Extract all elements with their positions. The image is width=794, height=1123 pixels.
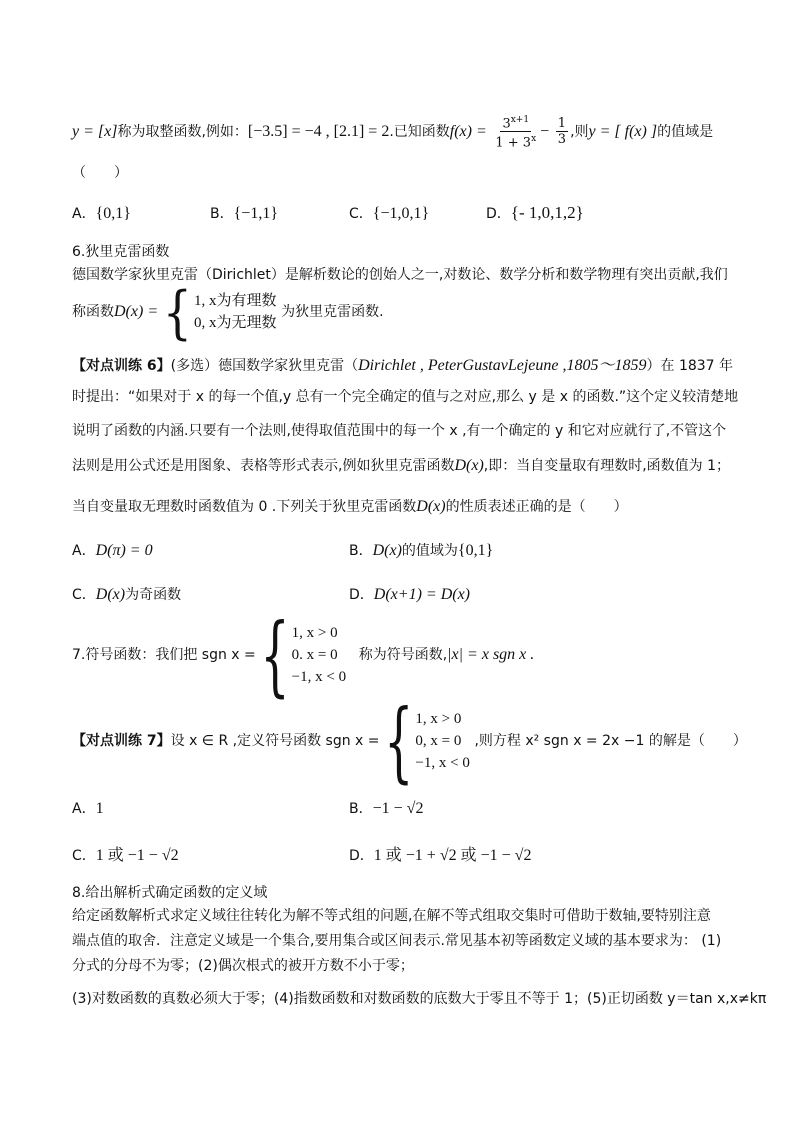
- dirichlet-definition: 称函数D(x) = { 1, x为有理数 0, x为无理数 为狄里克雷函数.: [72, 278, 384, 346]
- floor-def: y = [x]: [72, 122, 118, 140]
- sgn-cases: 1, x > 0 0. x = 0 −1, x < 0: [291, 625, 347, 685]
- t6-option-a[interactable]: A．D(π) = 0: [72, 542, 153, 559]
- section-6-line1: 德国数学家狄里克雷（Dirichlet）是解析数论的创始人之一,对数论、数学分析和数学物理有突出贡献,我们: [72, 267, 728, 283]
- section-8-line4: (3)对数函数的真数必须大于零；(4)指数函数和对数函数的底数大于零且不等于 1；(5)正切函数 y＝tan x,x≠kπ: [72, 991, 767, 1007]
- section-6-heading: 6.狄里克雷函数: [72, 244, 170, 260]
- t7-option-a[interactable]: A．1: [72, 800, 104, 817]
- section-8-line3: 分式的分母不为零；(2)偶次根式的被开方数不小于零；: [72, 958, 414, 974]
- q5-option-c[interactable]: C．{−1,0,1}: [349, 205, 430, 222]
- fraction-1: $\frac{3^{x+1}}{1 + 3^x}$: [495, 115, 537, 151]
- f-lhs: f(x) =: [449, 122, 487, 140]
- training-6-line1: 【对点训练 6】(多选）德国数学家狄里克雷（Dirichlet , PeterGustavLejeune ,1805～1859）在 1837 年: [72, 357, 734, 374]
- training-6-line2: 时提出：“如果对于 x 的每一个值,y 总有一个完全确定的值与之对应,那么 y 是 x 的函数.”这个定义较清楚地: [72, 389, 739, 405]
- section-8-line2: 端点值的取舍．注意定义域是一个集合,要用集合或区间表示.常见基本初等函数定义域的基本要求为： (1): [72, 933, 722, 949]
- q5-stem: [72, 113, 713, 151]
- section-8-line1: 给定函数解析式求定义域往往转化为解不等式组的问题,在解不等式组取交集时可借助于数轴,要特别注意: [72, 908, 711, 924]
- sign-function-definition: 7.符号函数：我们把 sgn x = { 1, x > 0 0. x = 0 −1, x < 0 称为符号函数,|x| = x sgn x .: [72, 603, 535, 707]
- brace-3: {: [260, 603, 290, 707]
- minus-sign: −: [540, 122, 550, 140]
- q5-option-d[interactable]: D．{- 1,0,1,2}: [486, 203, 584, 222]
- q5-known: .已知函数: [389, 123, 450, 140]
- q5-examples: [−3.5] = −4 , [2.1] = 2: [247, 122, 390, 140]
- t6-option-c[interactable]: C．D(x)为奇函数: [72, 586, 182, 603]
- q5-option-b[interactable]: B．{−1,1}: [210, 205, 278, 222]
- t7-option-b[interactable]: B．−1 − √2: [349, 800, 424, 817]
- training-7: 【对点训练 7】设 x ∈ R ,定义符号函数 sgn x = { 1, x > 0 0, x = 0 −1, x < 0 ,则方程 x² sgn x = 2x −1 的解是（ ）: [72, 689, 747, 793]
- t7-option-d[interactable]: D．1 或 −1 + √2 或 −1 − √2: [349, 847, 532, 864]
- section-8-heading: 8.给出解析式确定函数的定义域: [72, 885, 268, 901]
- y-floor-fx: y = [ f(x) ]: [588, 122, 658, 140]
- brace-3b: {: [384, 689, 414, 793]
- t6-option-d[interactable]: D．D(x+1) = D(x): [349, 586, 470, 603]
- training-6-line4: 法则是用公式还是用图象、表格等形式表示,例如狄里克雷函数D(x),即：当自变量取有理数时,函数值为 1；: [72, 457, 731, 474]
- q5-range-text: 的值域是: [657, 123, 714, 140]
- q5-option-a[interactable]: A．{0,1}: [72, 205, 131, 222]
- training-6-line5: 当自变量取无理数时函数值为 0 .下列关于狄里克雷函数D(x)的性质表述正确的是（ ）: [72, 498, 628, 515]
- dirichlet-cases: 1, x为有理数 0, x为无理数: [194, 293, 277, 331]
- q5-intro: 称为取整函数,例如：: [117, 123, 248, 140]
- brace-2: {: [162, 278, 192, 346]
- training-6-line3: 说明了函数的内涵.只要有一个法则,使得取值范围中的每一个 x ,有一个确定的 y 和它对应就行了,不管这个: [72, 423, 727, 439]
- q5-then: ,则: [570, 123, 589, 140]
- t7-cases: 1, x > 0 0, x = 0 −1, x < 0: [415, 711, 470, 771]
- q5-paren: （ ）: [72, 165, 128, 181]
- t7-option-c[interactable]: C．1 或 −1 − √2: [72, 847, 179, 864]
- t6-option-b[interactable]: B．D(x)的值域为{0,1}: [349, 542, 494, 559]
- fraction-2: $\frac{1}{3}$: [557, 116, 567, 148]
